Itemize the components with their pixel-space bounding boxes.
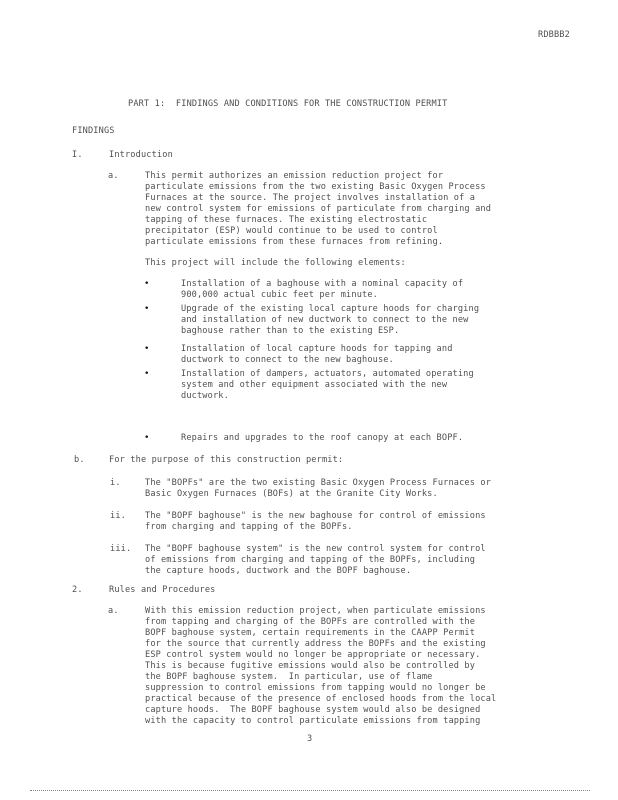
definition-line: The "BOPF baghouse" is the new baghouse for control of emissions — [145, 511, 486, 521]
list-item: ductwork. — [181, 391, 229, 401]
item-number: I. — [72, 150, 83, 160]
definition-number: ii. — [110, 511, 126, 521]
item-title: Introduction — [109, 150, 173, 160]
paragraph-line: capture hoods. The BOPF baghouse system would also be designed — [145, 705, 481, 715]
list-item: Installation of dampers, actuators, automated operating — [181, 369, 474, 379]
list-item: Installation of a baghouse with a nominal capacity of — [181, 279, 464, 289]
scan-edge-noise — [30, 790, 590, 793]
paragraph-line: ESP control system would no longer be appropriate or necessary. — [145, 650, 481, 660]
paragraph-line: for the source that currently address the BOPFs and the existing — [145, 639, 486, 649]
definition-line: from charging and tapping of the BOPFs. — [145, 522, 353, 532]
list-item: baghouse rather than to the existing ESP. — [181, 326, 400, 336]
paragraph-line: practical because of the presence of enclosed hoods from the local — [145, 694, 497, 704]
list-item: Installation of local capture hoods for tapping and — [181, 344, 453, 354]
bullet-icon: • — [144, 344, 150, 354]
paragraph-line: This permit authorizes an emission reduction project for — [145, 171, 444, 181]
list-item: and installation of new ductwork to connect to the new — [181, 315, 469, 325]
paragraph-line: particulate emissions from these furnaces from refining. — [145, 237, 444, 247]
list-item: system and other equipment associated with the new — [181, 380, 448, 390]
paragraph-line: suppression to control emissions from tapping would no longer be — [145, 683, 486, 693]
paragraph-letter: a. — [108, 606, 119, 616]
paragraph-line: with the capacity to control particulate emissions from tapping — [145, 716, 481, 726]
definition-line: of emissions from charging and tapping of the BOPFs, including — [145, 555, 476, 565]
document-id: RDBBB2 — [538, 30, 570, 40]
definition-number: iii. — [110, 544, 132, 554]
item-number: 2. — [72, 585, 83, 595]
bullet-icon: • — [144, 369, 150, 379]
item-title: Rules and Procedures — [109, 585, 216, 595]
definition-line: The "BOPF baghouse system" is the new control system for control — [145, 544, 486, 554]
definitions-intro: For the purpose of this construction permit: — [109, 455, 344, 465]
paragraph-line: the BOPF baghouse system. In particular, use of flame — [145, 672, 433, 682]
paragraph-line: from tapping and charging of the BOPFs are controlled with the — [145, 617, 476, 627]
list-intro: This project will include the following elements: — [145, 258, 406, 268]
definition-number: i. — [110, 478, 121, 488]
page-number: 3 — [307, 734, 313, 744]
definition-line: Basic Oxygen Furnaces (BOFs) at the Granite City Works. — [145, 489, 438, 499]
bullet-icon: • — [144, 433, 150, 443]
definition-line: The "BOPFs" are the two existing Basic Oxygen Process Furnaces or — [145, 478, 492, 488]
bullet-icon: • — [144, 304, 150, 314]
list-item: Upgrade of the existing local capture hoods for charging — [181, 304, 480, 314]
paragraph-line: BOPF baghouse system, certain requirements in the CAAPP Permit — [145, 628, 476, 638]
bullet-icon: • — [144, 279, 150, 289]
section-heading: FINDINGS — [72, 126, 115, 136]
paragraph-letter: a. — [108, 171, 119, 181]
paragraph-line: tapping of these furnaces. The existing electrostatic — [145, 215, 428, 225]
paragraph-line: precipitator (ESP) would continue to be used to control — [145, 226, 438, 236]
list-item: ductwork to connect to the new baghouse. — [181, 355, 394, 365]
paragraph-line: particulate emissions from the two existing Basic Oxygen Process — [145, 182, 486, 192]
paragraph-line: With this emission reduction project, when particulate emissions — [145, 606, 486, 616]
paragraph-line: new control system for emissions of particulate from charging and — [145, 204, 492, 214]
paragraph-line: Furnaces at the source. The project involves installation of a — [145, 193, 476, 203]
paragraph-line: This is because fugitive emissions would also be controlled by — [145, 661, 476, 671]
definition-line: the capture hoods, ductwork and the BOPF baghouse. — [145, 566, 412, 576]
list-item: Repairs and upgrades to the roof canopy at each BOPF. — [181, 433, 464, 443]
paragraph-letter: b. — [74, 455, 85, 465]
list-item: 900,000 actual cubic feet per minute. — [181, 290, 378, 300]
section-title: PART 1: FINDINGS AND CONDITIONS FOR THE CONSTRUCTION PERMIT — [128, 99, 448, 109]
